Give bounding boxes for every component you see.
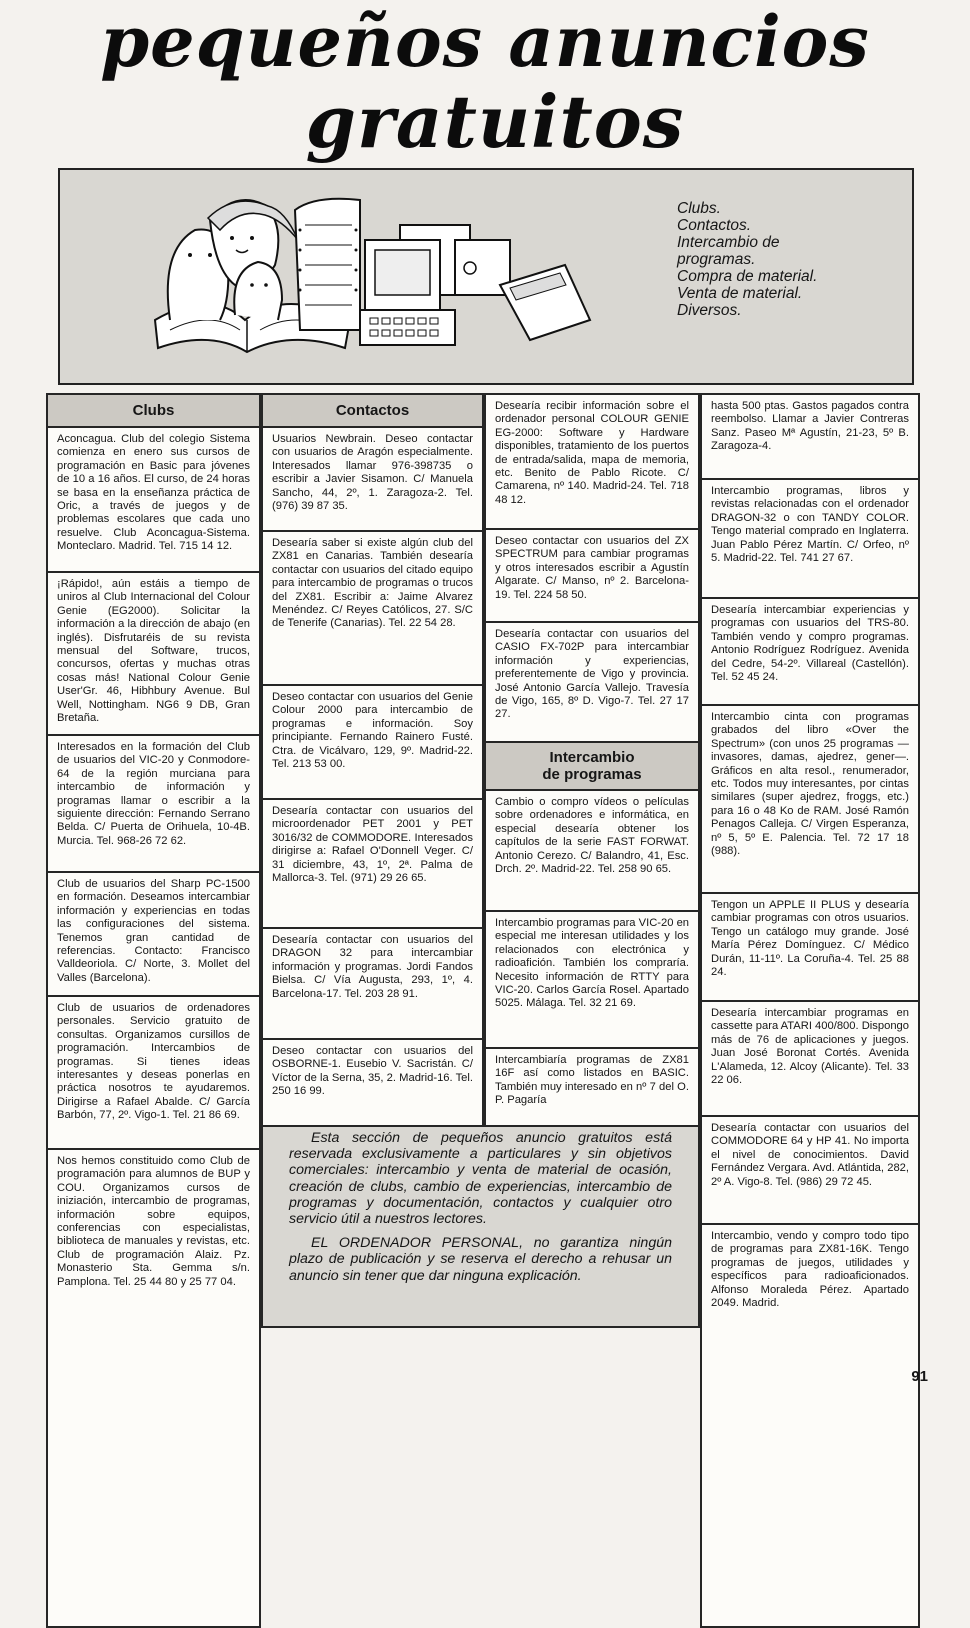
- classified-ad: Desearía intercambiar experiencias y programas con usuarios del TRS-80. También vendo y compro programas. Antonio Rodríguez Rodríguez. Avenida del Cedre, 54-2º. Villareal (Castellón). Tel. 52 45 24.: [702, 599, 918, 706]
- classified-ad: Desearía contactar con usuarios del CASIO FX-702P para intercambiar información y experiencias, preferentemente de Vigo y provincia. José Antonio García Vallejo. Travesía de Vigo, 165, 8º D. Vigo-7. Tel. 27 17 27.: [486, 623, 698, 743]
- classified-ad: Intercambio programas para VIC-20 en especial me interesan utilidades y los relacionados con electrónica y radioafición. También los compraría. Necesito información de RTTY para VIC-20. Carlos García Rosel. Apartado 5025. Málaga. Tel. 32 21 69.: [486, 912, 698, 1049]
- heading-line: Intercambio: [549, 749, 635, 766]
- classified-ad: Usuarios Newbrain. Deseo contactar con usuarios de Aragón especialmente. Interesados llamar 976-398735 o escribir a Javier Sisamon. C/ Manuela Sancho, 44, 2º, 1. Zaragoza-2. Tel. (976) 39 87 35.: [263, 428, 482, 532]
- classified-ad: Deseo contactar con usuarios del OSBORNE-1. Eusebio V. Sacristán. C/ Víctor de la Serna, 35, 2. Madrid-16. Tel. 250 16 99.: [272, 1045, 473, 1098]
- heading-line: de programas: [542, 766, 642, 783]
- category-item: Compra de material.: [677, 268, 818, 285]
- page-number: 91: [911, 1370, 928, 1384]
- category-item: Intercambio de: [677, 234, 780, 251]
- classified-ad: Deseo contactar con usuarios del ZX SPECTRUM para cambiar programas y otros interesados escribir a Agustín Algarate. C/ Manso, nº 2. Barcelona-19. Tel. 224 58 50.: [486, 530, 698, 623]
- classified-ad: Cambio o compro vídeos o películas sobre ordenadores e informática, en especial desearía obtener los capítulos de la serie FAST FORWAT. Antonio Cerezo. C/ Balandro, 41, Esc. Drch. 2º. Madrid-22. Tel. 258 90 65.: [486, 791, 698, 912]
- classified-ad: Intercambio, vendo y compro todo tipo de programas para ZX81-16K. Tengo programas de juegos, utilidades y específicos para radioaficionados. Alfonso Moraleda Pérez. Apartado 2049. Madrid.: [711, 1230, 909, 1310]
- classified-ad: Aconcagua. Club del colegio Sistema comienza en enero sus cursos de programación en Basic para jóvenes de 10 a 16 años. El curso, de 24 horas se basa en la enseñanza práctica de Oric, a través de juegos y de problemas escolares que cada uno resuelve. Club Aconcagua-Sistema. Monteclaro. Madrid. Tel. 715 14 12.: [48, 428, 259, 573]
- section-heading-contactos: Contactos: [263, 395, 482, 428]
- classified-ad: Club de usuarios del Sharp PC-1500 en formación. Deseamos intercambiar información y experiencias en todas las configuraciones del sistema. Tenemos gran cantidad de referencias. Contacto: Francisco Valldeoriola. C/ Norte, 3. Mollet del Valles (Barcelona).: [48, 873, 259, 997]
- category-item: programas.: [677, 251, 756, 268]
- page-title-line-2: gratuitos: [305, 79, 685, 164]
- classified-ad: Nos hemos constituido como Club de programación para alumnos de BUP y COU. Organizamos cursos de iniziación, intercambio de programas, información sobre equipos, conferencias con especialistas, biblioteca de manuales y revistas, etc. Club de programación Alaiz. Pz. Monasterio Sta. Gemma s/n. Pamplona. Tel. 25 44 80 y 25 77 04.: [57, 1155, 250, 1288]
- category-item: Contactos.: [677, 217, 752, 234]
- classified-ad: Desearía contactar con usuarios del DRAGON 32 para intercambiar información y programas. Jordi Fandos Bielsa. C/ Vía Augusta, 293, 1º, 4. Barcelona-17. Tel. 203 28 91.: [263, 929, 482, 1040]
- category-item: Diversos.: [677, 302, 742, 319]
- column-clubs: [46, 393, 261, 1628]
- classified-ad: Intercambiaría programas de ZX81 16F así como listados en BASIC. También muy interesado en nº 7 del O. P. Pagaría: [495, 1054, 689, 1107]
- classified-ad: Intercambio programas, libros y revistas relacionadas con el ordenador DRAGON-32 o con TANDY COLOR. Tengo material comprado en Inglaterra. Juan Pablo Pérez Martín. C/ Orfeo, nº 5. Madrid-22. Tel. 741 27 67.: [702, 480, 918, 599]
- hero-illustration-panel: [58, 168, 914, 385]
- page-title-line-1: pequeños anuncios: [100, 0, 870, 83]
- category-item: Venta de material.: [677, 285, 803, 302]
- classified-ad: ¡Rápido!, aún estáis a tiempo de uniros al Club Internacional del Colour Genie (EG2000). Solicitar la información a la dirección de abajo (en inglés). Disfrutaréis de su revista mensual del Software, trucos, concursos, ofertas y muchas otras cosas más! National Colour Genie User'Gr. 46, Hibhbury Avenue. Bul Well, Nottingham. NG6 9 DB, Gran Bretaña.: [48, 573, 259, 736]
- column-contactos: [261, 393, 484, 1253]
- classified-ad: Desearía saber si existe algún club del ZX81 en Canarias. También desearía contactar con usuarios del citado equipo para intercambio de programas o trucos del ZX81. Escribir a: Jaime Alvarez Menéndez. C/ Reyes Católicos, 27. S/C de Tenerife (Canarias). Tel. 22 54 28.: [263, 532, 482, 686]
- classified-ad: Club de usuarios de ordenadores personales. Servicio gratuito de consultas. Organizamos cursillos de programación. Intercambios de programas. Si tienes ideas interesantes y deseas ponerlas en práctica nosotros te ayudaremos. Dirigirse a Rafael Abalde. C/ García Barbón, 77, 2º. Vigo-1. Tel. 21 86 69.: [48, 997, 259, 1150]
- category-item: Clubs.: [677, 200, 721, 217]
- kids-with-computer-illustration: [60, 170, 660, 380]
- column-continuation: [700, 393, 920, 1628]
- classified-ad: Deseo contactar con usuarios del Genie Colour 2000 para intercambio de programas e información. Soy principiante. Fernando Rainero Fusté. Ctra. de Vicálvaro, 129, 9º. Madrid-22. Tel. 213 53 00.: [263, 686, 482, 800]
- column-intercambio: [484, 393, 700, 1253]
- note-paragraph: EL ORDENADOR PERSONAL, no garantiza ningún plazo de publicación y se reserva el derecho a rehusar un anuncio sin tener que dar ninguna explicación.: [289, 1235, 672, 1284]
- category-list: [677, 200, 817, 319]
- classified-ad: Tengon un APPLE II PLUS y desearía cambiar programas con otros usuarios. Tengo un catálogo muy grande. José María Pérez Domínguez. C/ Médico Durán, 11-11º. La Coruña-4. Tel. 25 88 24.: [702, 894, 918, 1002]
- editorial-note: [261, 1125, 700, 1328]
- section-heading-clubs: Clubs: [48, 395, 259, 428]
- classified-ad: Interesados en la formación del Club de usuarios del VIC-20 y Conmodore-64 de la región murciana para intercambio de información y programas llamar o escribir a la siguiente dirección: Fernando Serrano Belda. C/ Puerta de Orihuela, 10-4B. Murcia. Tel. 968-26 72 62.: [48, 736, 259, 873]
- classified-ad: Desearía contactar con usuarios del microordenador PET 2001 y PET 3016/32 de COMMODORE. Interesados dirigirse a: Rafael O'Donnell Veger. C/ 31 diciembre, 43, 1º, 2ª. Palma de Mallorca-3. Tel. (971) 29 26 65.: [263, 800, 482, 929]
- classified-ad: hasta 500 ptas. Gastos pagados contra reembolso. Llamar a Javier Contreras Sanz. Paseo Mª Agustín, 21-23, 5º B. Zaragoza-4.: [702, 395, 918, 480]
- classified-ad: Desearía contactar con usuarios del COMMODORE 64 y HP 41. No importa el nivel de conocimientos. David Fernández Vergara. Avd. Atlántida, 282, 2º A. Vigo-8. Tel. (986) 29 72 45.: [702, 1117, 918, 1225]
- classified-ad: Desearía intercambiar programas en cassette para ATARI 400/800. Dispongo más de 76 de aplicaciones y juegos. Juan José Boronat Cortés. Avenida L'Alameda, 12. Alcoy (Alicante). Tel. 33 22 06.: [702, 1002, 918, 1117]
- classified-ad: Intercambio cinta con programas grabados del libro «Over the Spectrum» (con unos 25 programas —invasores, damas, ajedrez, gener—. Gráficos en alta resol., renumerador, etc. Todos muy interesantes, por cintas similares (super ajedrez, froggs, etc.) para 16 o 48 Ko de RAM. José Ramón Penagos Calleja. C/ Virgen Esperanza, nº 5, 5º E. Palencia. Tel. 72 17 18 (988).: [702, 706, 918, 894]
- note-paragraph: Esta sección de pequeños anuncio gratuitos está reservada exclusivamente a particulares y sin objetivos comerciales: intercambio y venta de material de ocasión, creación de clubs, cambio de experiencias, intercambio de programas y documentación, contactos y cualquier otro servicio útil a nuestros lectores.: [289, 1130, 672, 1228]
- section-heading-intercambio: [486, 743, 698, 791]
- classified-ad: Desearía recibir información sobre el ordenador personal COLOUR GENIE EG-2000: Software y Hardware disponibles, tratamiento de los puertos de entrada/salida, mapa de memoria, etc. Benito de Pablo Ricote. C/ Camarena, nº 140. Madrid-24. Tel. 718 48 12.: [486, 395, 698, 530]
